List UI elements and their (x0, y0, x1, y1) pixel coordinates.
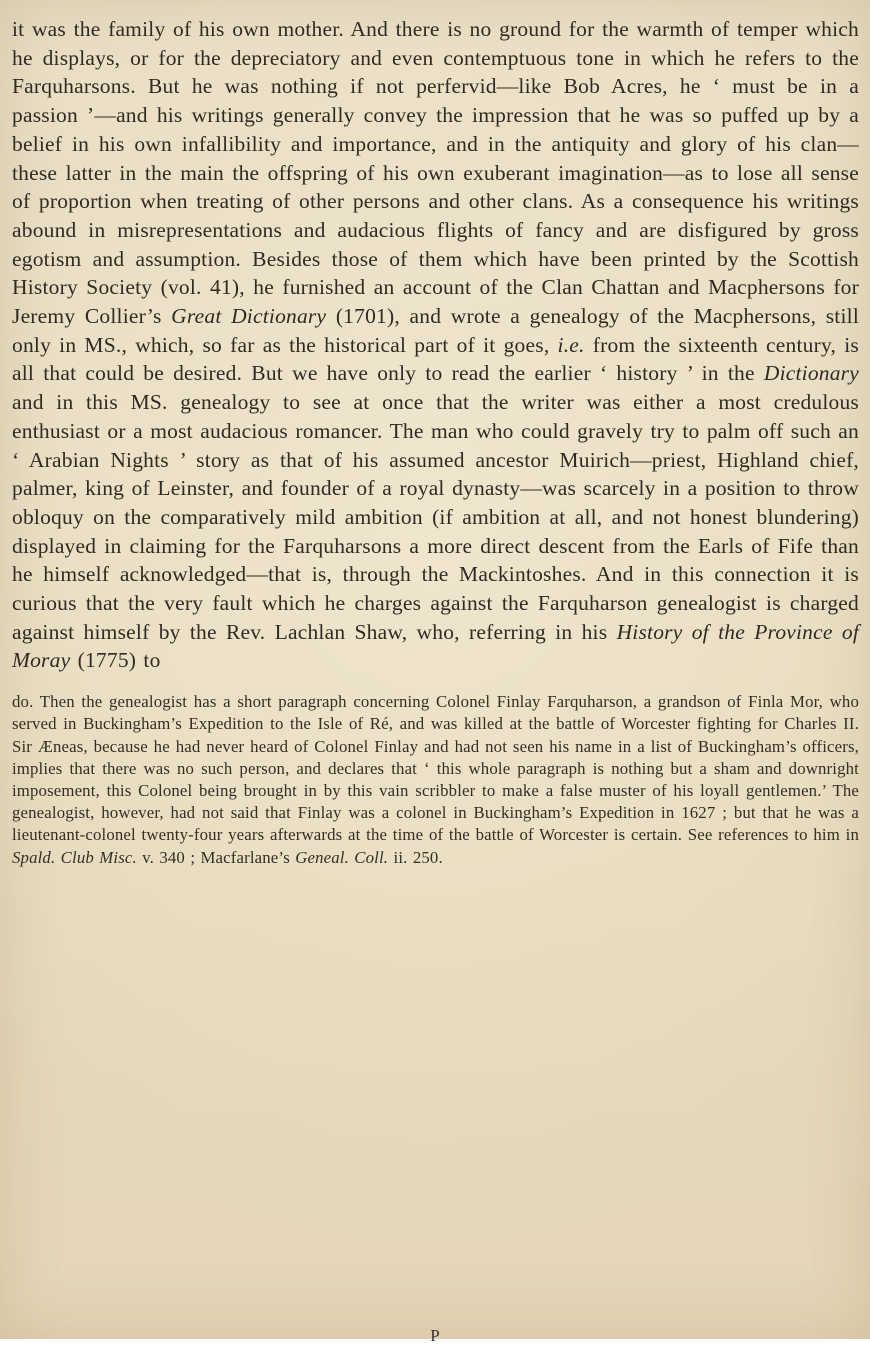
text-run: it was the family of his own mother. And there is no ground for the warmth of temper which he displays, or for the depreciatory and even contemptuous tone in which he refers to the Farquharsons. But he was nothing if not perfervid—like Bob Acres, he ‘ must be in a passion ’—and his writings generally convey the impression that he was so puffed up by a belief in his own infallibility and importance, and in the antiquity and glory of his clan—these latter in the main the offspring of his own exuberant imagination—as to lose all sense of proportion when treating of other persons and other clans. As a consequence his writings abound in misrepresentations and audacious flights of fancy and are disfigured by gross egotism and assumption. Besides those of them which have been printed by the Scottish History Society (vol. 41), he furnished an account of the Clan Chattan and Macphersons for Jeremy Collier’s (12, 17, 859, 329)
text-run: do. Then the genealogist has a short paragraph concerning Colonel Finlay Farquharson, a grandson of Finla Mor, who served in Buckingham’s Expedition to the Isle of Ré, and was killed at the battle of Worcester fighting for Charles II. Sir Æneas, because he had never heard of Colonel Finlay and had not seen his name in a list of Buckingham’s officers, implies that there was no such person, and declares that ‘ this whole paragraph is nothing but a sham and downright imposement, this Colonel being brought in by this vain scribbler to make a false muster of his loyall gentlemen.’ The genealogist, however, had not said that Finlay was a colonel in Buckingham’s Expedition in 1627 ; but that he was a lieutenant-colonel twenty-four years afterwards at the time of the battle of Worcester is certain. See references to him in (12, 692, 859, 845)
italic-text-run: History of the Province of Moray (12, 619, 859, 673)
italic-text-run: Geneal. Coll. (295, 847, 389, 867)
text-run: from the sixteenth century, is all that could be desired. But we have only to read the earlier ‘ history ’ in the (12, 332, 859, 386)
text-run: v. 340 ; Macfarlane’s (136, 847, 296, 867)
text-run: (1701), and wrote a genealogy of the Macphersons, still only in MS., which, so far as the historical part of it goes, (12, 304, 859, 357)
text-run: and in this MS. genealogy to see at once that the writer was either a most credulous enthusiast or a most audacious romancer. The man who could gravely try to palm off such an ‘ Arabian Nights ’ story as that of his assumed ancestor Muirich—priest, Highland chief, palmer, king of Leinster, and founder of a royal dynasty—was scarcely in a position to throw obloquy on the comparatively mild ambition (if ambition at all, and not honest blundering) displayed in claiming for the Farquharsons a more direct descent from the Earls of Fife than he himself acknowledged—that is, through the Mackintoshes. And in this connection it is curious that the very fault which he charges against the Farquharson genealogist is charged against himself by the Rev. Lachlan Shaw, who, referring in his (12, 390, 859, 644)
main-paragraph (12, 15, 859, 675)
text-run: (1775) to (70, 648, 161, 673)
footnote-paragraph (12, 691, 859, 869)
signature-mark: P (430, 1326, 440, 1345)
text-run: ii. 250. (388, 847, 443, 867)
italic-text-run: Spald. Club Misc. (12, 847, 137, 867)
italic-text-run: Great Dictionary (171, 304, 327, 329)
italic-text-run: i.e. (557, 332, 585, 357)
italic-text-run: Dictionary (763, 361, 859, 386)
